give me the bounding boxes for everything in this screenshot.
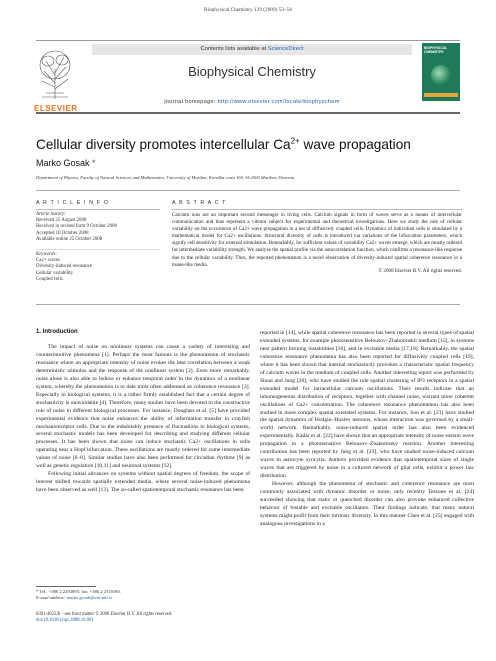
right-column	[260, 330, 474, 653]
paper-title	[36, 137, 460, 152]
history-accepted: Accepted 10 October 2008	[36, 230, 89, 236]
history-label: Article history:	[36, 212, 66, 217]
article-history	[36, 212, 156, 243]
homepage-prefix: journal homepage:	[164, 99, 218, 105]
doi-link[interactable]: doi:10.1016/j.bpc.2008.10.001	[36, 618, 94, 624]
publisher-wordmark: ELSEVIER	[34, 104, 78, 113]
journal-citation-line: Biophysical Chemistry 139 (2009) 53–56	[204, 7, 292, 13]
keyword-item: Coupled cells	[36, 276, 63, 282]
affiliation: Department of Physics, Faculty of Natural Sciences and Mathematics, University of Maribor, Koroška cesta 160, SI-2000 Maribor, Slovenia	[36, 175, 295, 180]
title-text-post: wave propagation	[299, 137, 411, 152]
left-column	[36, 344, 250, 580]
corresponding-author-mark[interactable]: *	[92, 158, 96, 168]
intro-heading: 1. Introduction	[36, 329, 78, 335]
footnote-email-line	[36, 595, 236, 601]
article-info-rule	[36, 209, 160, 210]
contents-band	[92, 44, 412, 55]
author-line	[36, 158, 96, 168]
keyword-item: Ca2+ waves	[36, 258, 61, 264]
bottom-meta	[36, 612, 256, 624]
elsevier-tree-logo	[36, 47, 74, 101]
journal-cover-image	[422, 43, 460, 101]
intro-paragraph: The impact of noise on nonlinear systems can cause a variety of interesting and counterintuitive phenomena [1]. Perhaps the most famous is the phenomenon of stochastic resonance where an appropriate intensity of noise evokes the best correlation between a weak deterministic stimulus and the response of the nonlinear system [2]. Even more remarkably, noise alone is also able to induce or enhance temporal order in the dynamics of a nonlinear system, whereby the phenomenon is to date most often addressed as coherence resonance [3]. Especially in biological systems, it is a rather firmly established fact that a certain degree of stochasticity is unavoidable [4]. Therefore, many studies have been devoted to the constructive role of noise in different biological processes. For instance, Douglass et al. [5] have provided experimental evidence that noise enhances the ability of information transfer in crayfish mechanoreceptor cells. Due to the indubitably presence of fluctuations in biological systems, several stochastic models has been developed for describing and studying different cellular processes. It has been shown that noise can induce stochastic Ca2+ oscillations in cells operating near a Hopf bifurcation. These oscillations are mostly ordered for some intermediate values of noise [6–8]. Similar studies have also been performed for circadian rhythms [9] as well as genetic regulation [10,11] and neuronal systems [12].	[36, 344, 250, 470]
abstract-heading: A B S T R A C T	[172, 200, 227, 206]
issn-line: 0301-4622/$ – see front matter © 2008 Elsevier B.V. All rights reserved.	[36, 612, 173, 617]
keywords-label: Keywords:	[36, 252, 58, 257]
affiliation-rule	[36, 190, 460, 191]
abstract-bottom-rule	[36, 304, 460, 305]
email-label: E-mail address:	[36, 595, 67, 601]
title-text-pre: Cellular diversity promotes intercellular Ca	[36, 137, 291, 152]
abstract-rule	[172, 209, 462, 210]
keywords-block	[36, 252, 156, 283]
keyword-item: Diversity-induced resonance	[36, 264, 93, 270]
masthead-rule	[36, 112, 460, 114]
cover-band	[424, 93, 458, 97]
keywords-rule	[36, 249, 160, 250]
intro-paragraph: However, although the phenomena of stochastic and coherence resonance are most commonly associated with dynamic disorder or noise, only recently Tessone et al. [24] succeeded showing that static or quenched disorder can also provoke enhanced collective behavior of bistable and excitable oscillators. Their findings indicate, that many natural systems might profit from their intrinsic diversity. In this manner Chen et al. [25] engaged with analogous investigations in a	[260, 481, 474, 527]
journal-title: Biophysical Chemistry	[188, 64, 316, 79]
top-rule	[36, 40, 460, 41]
footnote	[36, 589, 236, 601]
email-link[interactable]: marko.gosak@uni-mb.si.	[66, 595, 113, 601]
title-superscript: 2+	[290, 136, 300, 146]
intro-paragraph: Following initial advances on systems without spatial degrees of freedom, the scope of interest shifted towards spatially extended media, where several noise-induced phenomena have been observed as well [13]. The so-called spatiotemporal stochastic resonance has been	[36, 471, 250, 494]
sciencedirect-link[interactable]: ScienceDirect	[267, 46, 304, 52]
history-revised: Received in revised form 9 October 2008	[36, 224, 117, 230]
abstract-copyright: © 2008 Elsevier B.V. All rights reserved.	[378, 268, 462, 274]
author-name[interactable]: Marko Gosak	[36, 158, 90, 168]
journal-homepage	[92, 99, 412, 105]
footnote-rule	[36, 586, 96, 587]
homepage-url-link[interactable]: http://www.elsevier.com/locate/biophyschem	[217, 99, 340, 105]
cover-title: BIOPHYSICAL CHEMISTRY	[424, 46, 448, 54]
contents-prefix: Contents lists available at	[200, 46, 268, 52]
footnote-contact: * Tel.: +386 2 2293893; fax: +386 2 2518180.	[36, 589, 121, 594]
history-received: Received 25 August 2008	[36, 218, 87, 224]
history-online: Available online 25 October 2008	[36, 236, 103, 242]
abstract-text: Calcium ions are an important second messenger in living cells. Calcium signals in form of waves serve as a means of intercellular communication and thus represent a vibrant subject for experimental and theoretical investigations. Here we study the role of cellular variability on the occurrence of Ca2+ wave propagation in a net of diffusively coupled cells. Dynamics of individual cells is simulated by a mathematical model for Ca2+ oscillations. Structural diversity of cells is introduced via variations of the bifurcation parameters, which signify cell sensitivity for external stimulation. Remarkably, for sufficient values of variability Ca2+ waves emerge, which are mostly ordered for intermediate variability strength. We analyze the spatial profile via the autocorrelation function, which confirms a resonance-like response due to the cellular variability. Thus, the reported phenomenon is a novel observation of diversity-induced spatial coherence resonance in a tissue-like media.	[172, 212, 462, 268]
intro-paragraph: reported in [14], while spatial coherence resonance has been reported in several types of spatial extended systems, for example photosensitive Belousov–Zhabotinskii medium [15], in systems near pattern forming instabilities [16], and in excitable media [17,18]. Remarkably, the spatial coherence resonance phenomena has also been reported for diffusively coupled cells [19], where it has been shown that internal stochasticity provokes a characteristic spatial frequency of calcium waves in the medium of coupled cells. Another interesting report was performed by Shuai and Jung [20], who have studied the role spatial clustering of IP3 receptors in a spatial extended model for intracellular calcium oscillations. Their results indicate that an inhomogeneous distribution of receptors, together with channel noise, warrant more coherent oscillations of Ca2+ concentration. The coherence resonance phenomenon has also been studied in more complex spatial extended systems. For instance, Sun et al. [21] have studied the spatial dynamics of Hodgin–Huxley neurons, whose interaction was governed by a small-world network. Remarkably, noise-induced spatial order has also been evidenced experimentally. Kádár et al. [22] have shown that an appropriate intensity of noise sustain wave propagation in a photosensitive Belousov–Zhabotinsky reaction. Another interesting contribution has been reported by Jung et al. [23], who have studied noise-induced calcium waves in astrocyte syncytia. Authors provided evidence that spatiotemporal sizes of single waves that are triggered by noise in a cultured network of glial cells, exhibit a power law distribution.	[260, 330, 474, 480]
cover-graphic	[431, 65, 451, 85]
keyword-item: Cellular variability	[36, 270, 74, 276]
article-info-heading: A R T I C L E I N F O	[36, 200, 110, 206]
